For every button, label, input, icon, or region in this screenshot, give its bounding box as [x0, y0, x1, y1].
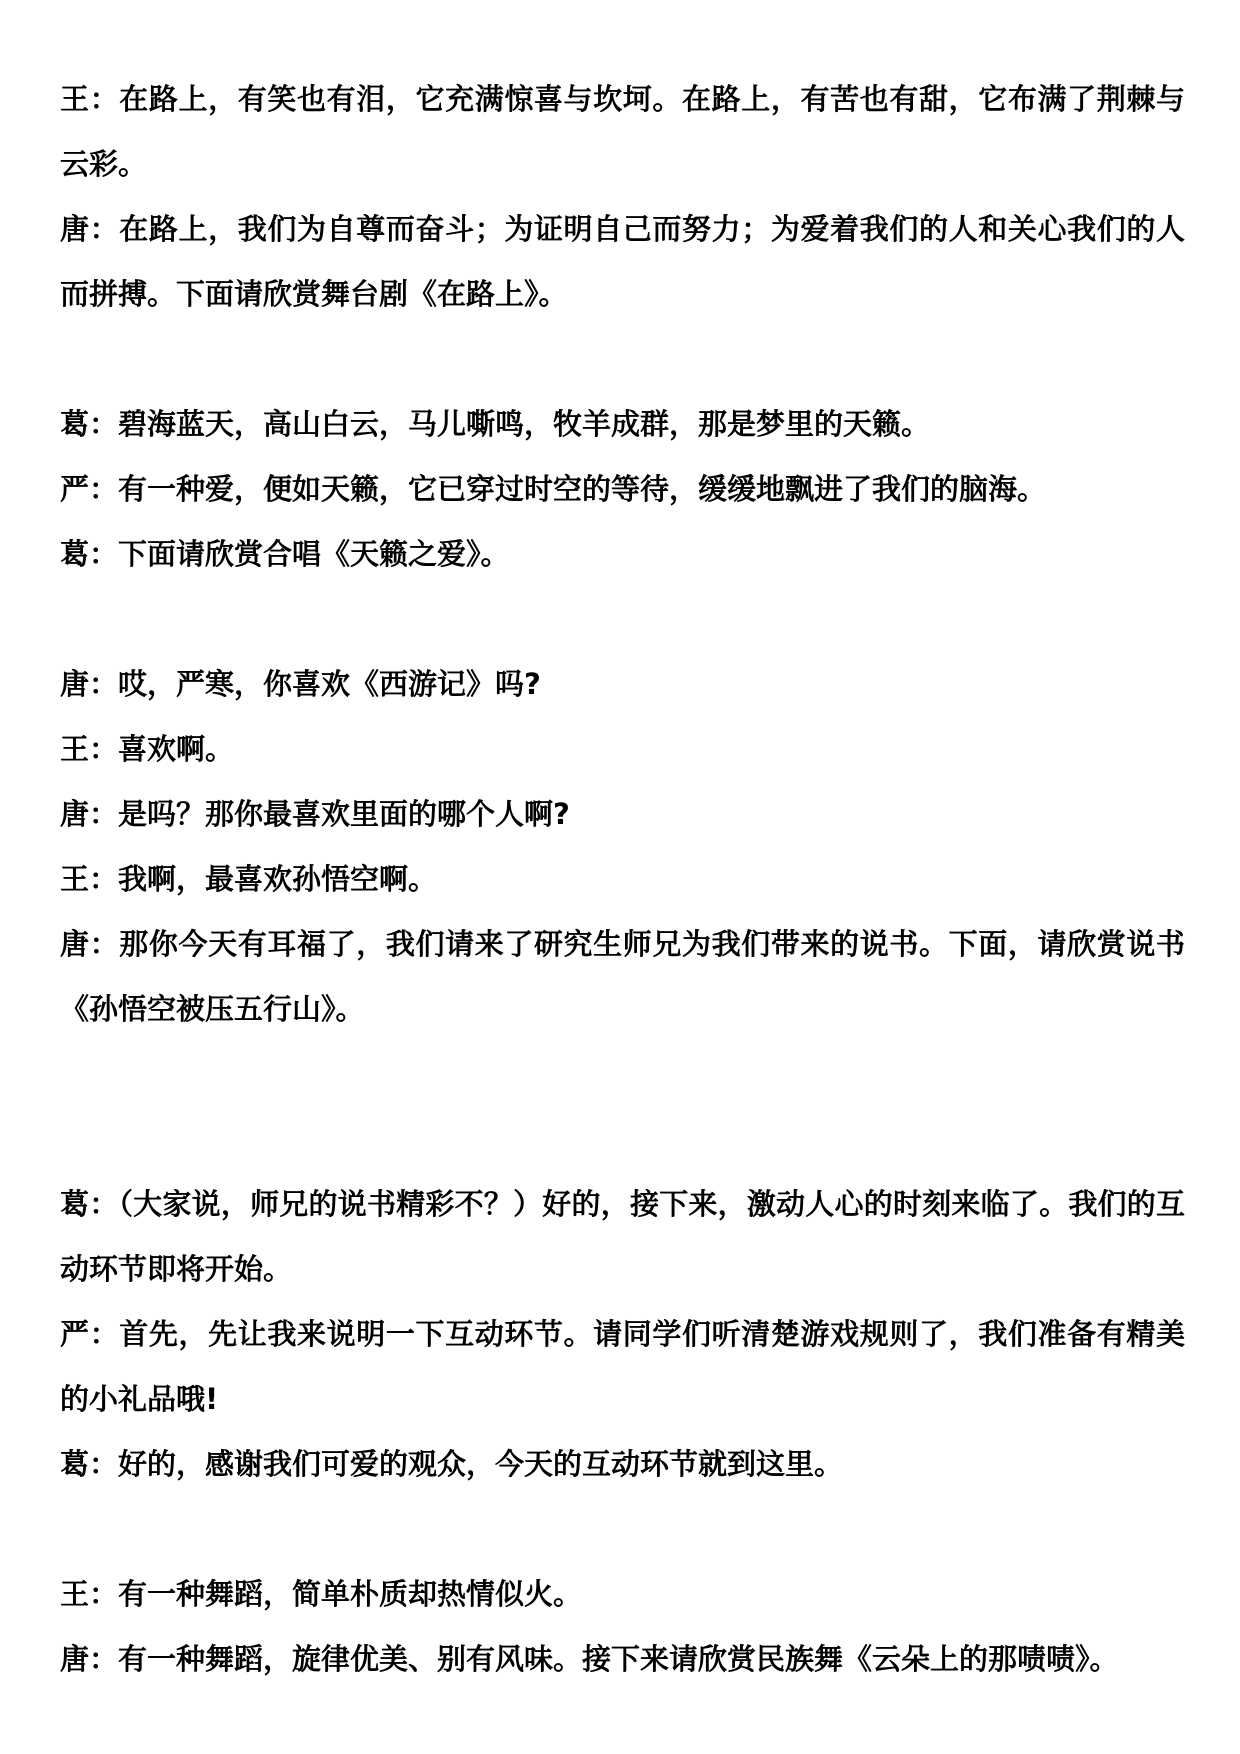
dialogue-line: 葛：好的，感谢我们可爱的观众，今天的互动环节就到这里。: [60, 1447, 844, 1481]
section-divider: [60, 327, 1185, 392]
dialogue-line: 葛：（大家说，师兄的说书精彩不？）好的，接下来，激动人心的时刻来临了。我们的互动环节即将开始。: [60, 1187, 1185, 1286]
section-xiyouji: [60, 652, 1185, 1042]
section-tianlai: [60, 392, 1185, 587]
dialogue-line: 葛：碧海蓝天，高山白云，马儿嘶鸣，牧羊成群，那是梦里的天籁。: [60, 407, 931, 441]
section-divider: [60, 1042, 1185, 1172]
dialogue-line: 葛：下面请欣赏合唱《天籁之爱》。: [60, 537, 510, 571]
dialogue-line: 唐：哎，严寒，你喜欢《西游记》吗?: [60, 667, 541, 701]
section-dance: [60, 1562, 1185, 1692]
script-document: [60, 67, 1185, 1692]
dialogue-line: 严：有一种爱，便如天籁，它已穿过时空的等待，缓缓地飘进了我们的脑海。: [60, 472, 1047, 506]
dialogue-line: 王：喜欢啊。: [60, 732, 235, 766]
section-divider: [60, 587, 1185, 652]
section-interaction: [60, 1172, 1185, 1497]
dialogue-line: 唐：有一种舞蹈，旋律优美、别有风味。接下来请欣赏民族舞《云朵上的那啧啧》。: [60, 1642, 1119, 1676]
section-divider: [60, 1497, 1185, 1562]
section-on-the-road: [60, 67, 1185, 327]
dialogue-line: 王：在路上，有笑也有泪，它充满惊喜与坎坷。在路上，有苦也有甜，它布满了荆棘与云彩。: [60, 82, 1185, 181]
dialogue-line: 王：有一种舞蹈，简单朴质却热情似火。: [60, 1577, 583, 1611]
dialogue-line: 唐：在路上，我们为自尊而奋斗；为证明自己而努力；为爱着我们的人和关心我们的人而拼搏。下面请欣赏舞台剧《在路上》。: [60, 212, 1185, 311]
dialogue-line: 王：我啊，最喜欢孙悟空啊。: [60, 862, 438, 896]
dialogue-line: 严：首先，先让我来说明一下互动环节。请同学们听清楚游戏规则了，我们准备有精美的小礼品哦!: [60, 1317, 1185, 1416]
dialogue-line: 唐：那你今天有耳福了，我们请来了研究生师兄为我们带来的说书。下面，请欣赏说书《孙悟空被压五行山》。: [60, 927, 1185, 1026]
dialogue-line: 唐：是吗？那你最喜欢里面的哪个人啊?: [60, 797, 570, 831]
